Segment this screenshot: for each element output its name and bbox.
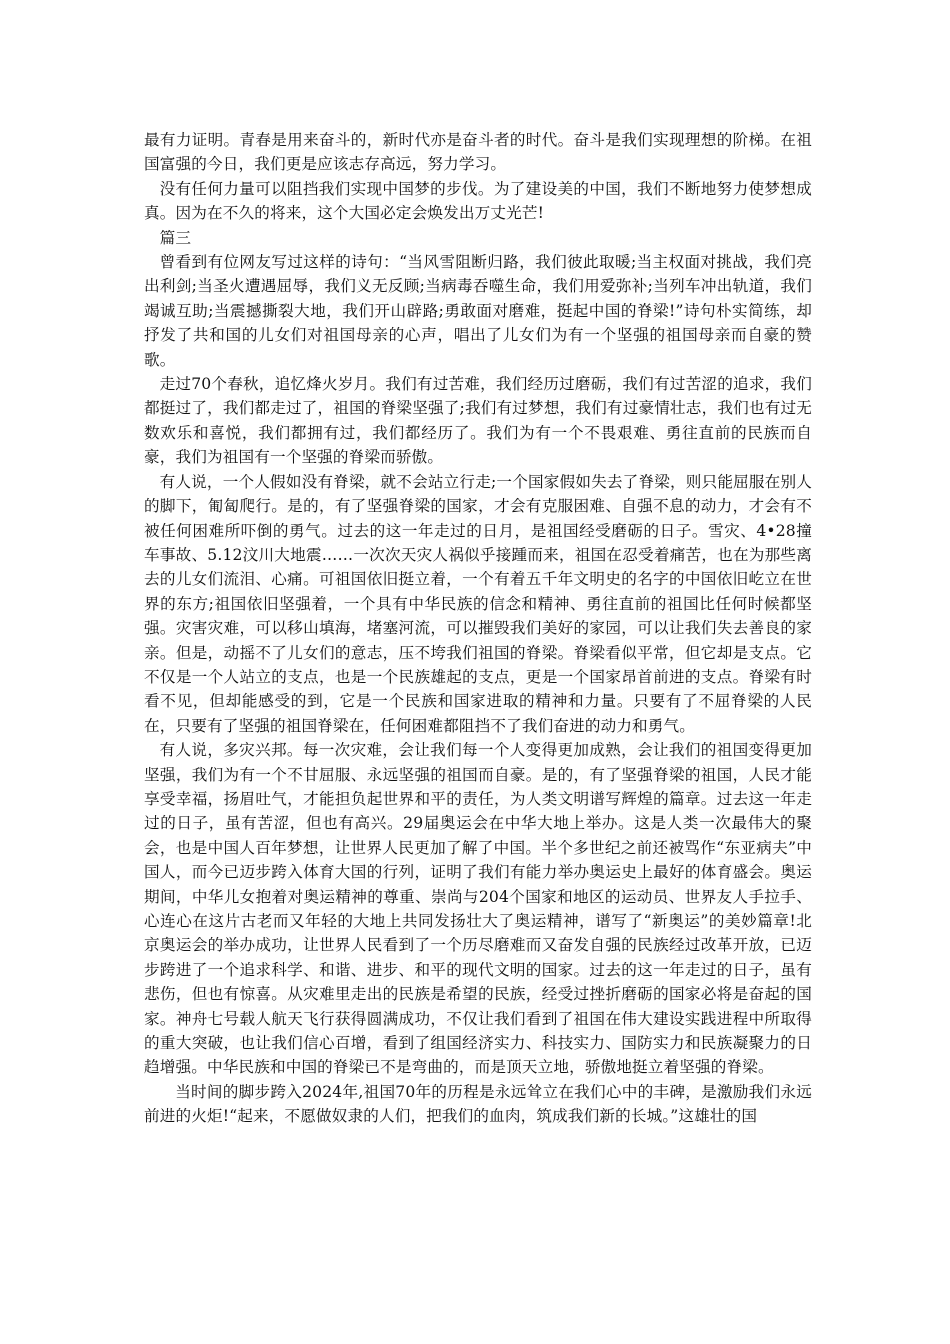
paragraph-olympics: 有人说，多灾兴邦。每一次灾难，会让我们每一个人变得更加成熟，会让我们的祖国变得更加坚强，我们为有一个不甘屈服、永远坚强的祖国而自豪。是的，有了坚强脊梁的祖国，人民才能享受幸福，扬眉吐气，才能担负起世界和平的责任，为人类文明谱写辉煌的篇章。过去这一年走过的日子，虽有苦涩，但也有高兴。29届奥运会在中华大地上举办。这是人类一次最伟大的聚会，也是中国人百年梦想，让世界人民更加了解了中国。半个多世纪之前还被骂作“东亚病夫”中国人，而今已迈步跨入体育大国的行列，证明了我们有能力举办奥运史上最好的体育盛会。奥运期间，中华儿女抱着对奥运精神的尊重、崇尚与204个国家和地区的运动员、世界友人手拉手、心连心在这片古老而又年轻的大地上共同发扬壮大了奥运精神，谱写了“新奥运”的美妙篇章!北京奥运会的举办成功，让世界人民看到了一个历尽磨难而又奋发自强的民族经过改革开放，已迈步跨进了一个追求科学、和谐、进步、和平的现代文明的国家。过去的这一年走过的日子，虽有悲伤，但也有惊喜。从灾难里走出的民族是希望的民族，经受过挫折磨砺的国家必将是奋起的国家。神舟七号载人航天飞行获得圆满成功，不仅让我们看到了祖国在伟大建设实践进程中所取得的重大突破，也让我们信心百增，看到了组国经济实力、科技实力、国防实力和民族凝聚力的日趋增强。中华民族和中国的脊梁已不是弯曲的，而是顶天立地，骄傲地挺立着坚强的脊梁。 bbox=[144, 741, 812, 1077]
paragraph-seventy-years: 走过70个春秋，追忆烽火岁月。我们有过苦难，我们经历过磨砺，我们有过苦涩的追求，我们都挺过了，我们都走过了，祖国的脊梁坚强了;我们有过梦想，我们有过豪情壮志，我们也有过无数欢乐和喜悦，我们都拥有过，我们都经历了。我们为有一个不畏艰难、勇往直前的民族而自豪，我们为祖国有一个坚强的脊梁而骄傲。 bbox=[144, 375, 812, 467]
paragraph-china-dream: 没有任何力量可以阻挡我们实现中国梦的步伐。为了建设美的中国，我们不断地努力使梦想成真。因为在不久的将来，这个大国必定会焕发出万丈光芒! bbox=[144, 179, 812, 223]
section-heading: 篇三 bbox=[159, 228, 192, 247]
document-body bbox=[144, 128, 812, 1129]
paragraph-2024: 当时间的脚步跨入2024年,祖国70年的历程是永远耸立在我们心中的丰碑，是激励我们永远前进的火炬!“起来，不愿做奴隶的人们，把我们的血肉，筑成我们新的长城。”这雄壮的国 bbox=[144, 1082, 812, 1126]
paragraph-poem: 曾看到有位网友写过这样的诗句：“当风雪阻断归路，我们彼此取暖;当主权面对挑战，我们亮出利剑;当圣火遭遇屈辱，我们义无反顾;当病毒吞噬生命，我们用爱弥补;当列车冲出轨道，我们竭诚互助;当震撼撕裂大地，我们开山辟路;勇敢面对磨难，挺起中国的脊梁!”诗句朴实简练，却抒发了共和国的儿女们对祖国母亲的心声，唱出了儿女们为有一个坚强的祖国母亲而自豪的赞歌。 bbox=[144, 253, 812, 369]
paragraph-continuation: 最有力证明。青春是用来奋斗的，新时代亦是奋斗者的时代。奋斗是我们实现理想的阶梯。在祖国富强的今日，我们更是应该志存高远，努力学习。 bbox=[144, 131, 812, 174]
paragraph-backbone: 有人说，一个人假如没有脊梁，就不会站立行走;一个国家假如失去了脊梁，则只能屈服在别人的脚下，匍匐爬行。是的，有了坚强脊梁的国家，才会有克服困难、自强不息的动力，才会有不被任何困难所吓倒的勇气。过去的这一年走过的日月，是祖国经受磨砺的日子。雪灾、4•28撞车事故、5.12汶川大地震……一次次天灾人祸似乎接踵而来，祖国在忍受着痛苦，也在为那些离去的儿女们流泪、心痛。可祖国依旧挺立着，一个有着五千年文明史的名字的中国依旧屹立在世界的东方;祖国依旧坚强着，一个具有中华民族的信念和精神、勇往直前的祖国比任何时候都坚强。灾害灾难，可以移山填海，堵塞河流，可以摧毁我们美好的家园，可以让我们失去善良的家亲。但是，动摇不了儿女们的意志，压不垮我们祖国的脊梁。脊梁看似平常，但它却是支点。它不仅是一个人站立的支点，也是一个民族雄起的支点，更是一个国家昂首前进的支点。脊梁有时看不见，但却能感受的到，它是一个民族和国家进取的精神和力量。只要有了不屈脊梁的人民在，只要有了坚强的祖国脊梁在，任何困难都阻挡不了我们奋进的动力和勇气。 bbox=[144, 472, 812, 735]
